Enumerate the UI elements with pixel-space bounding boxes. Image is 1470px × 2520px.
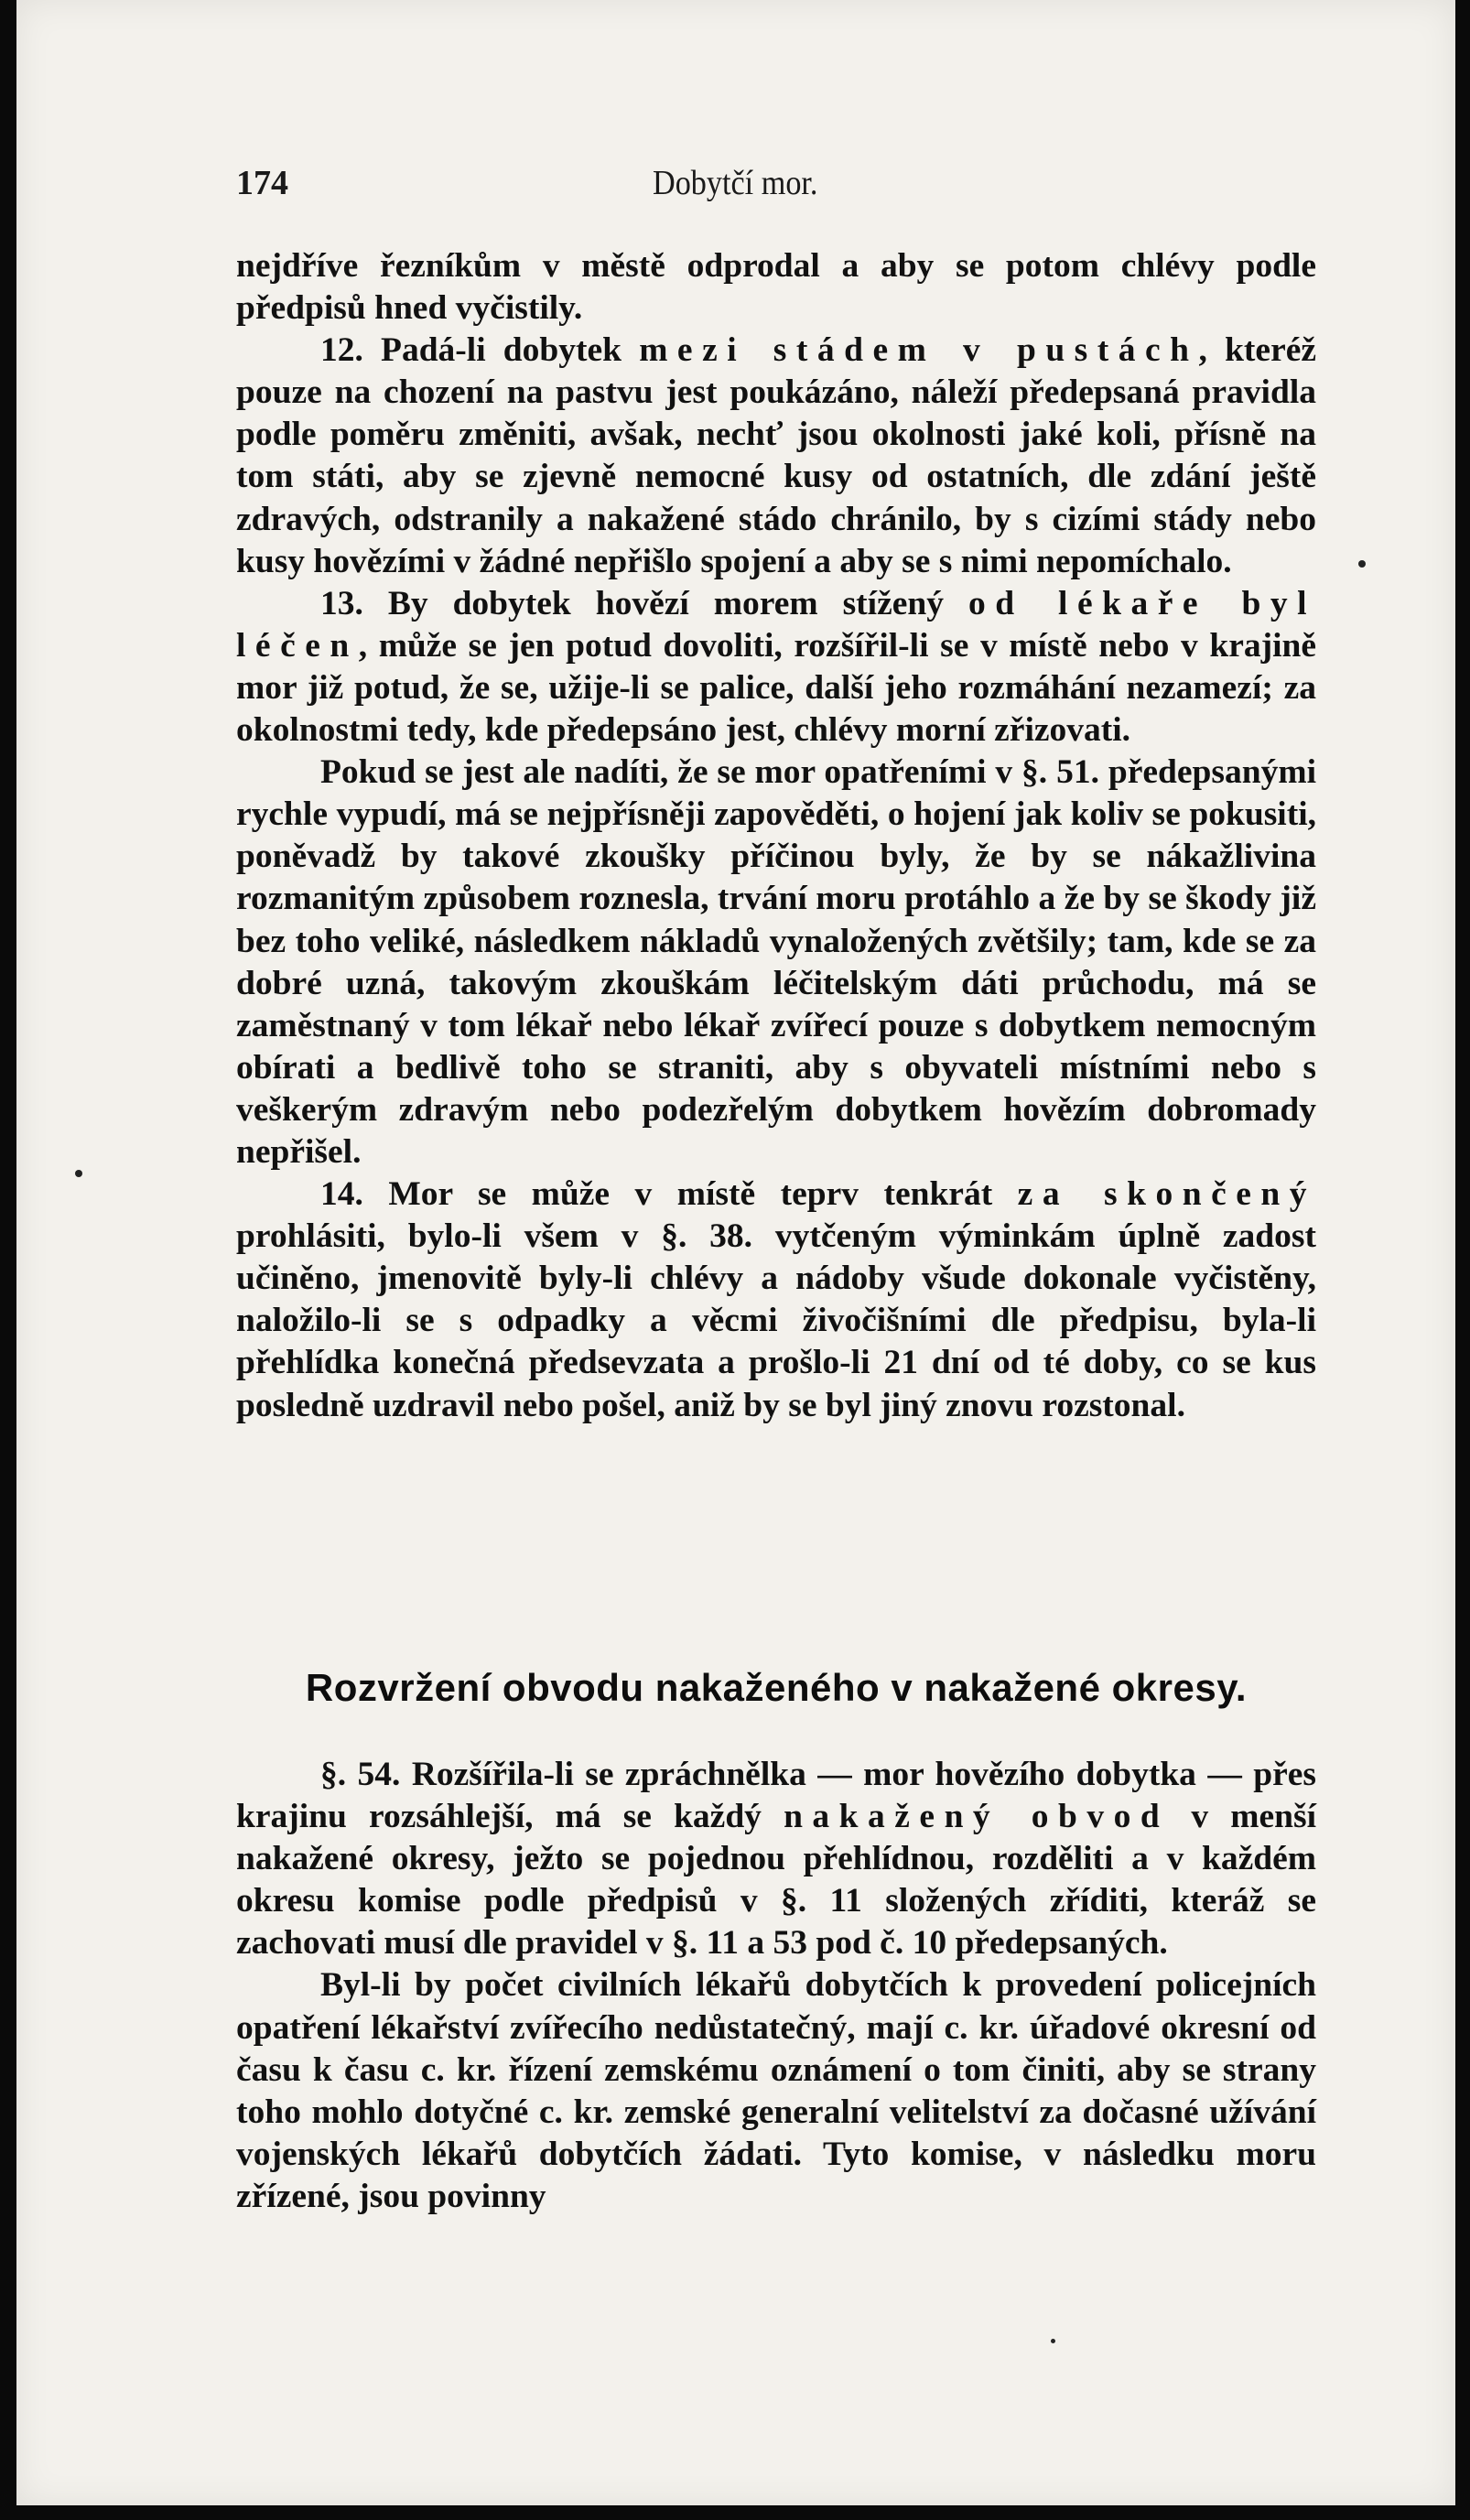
paragraph-continuation: nejdříve řezníkům v městě odprodal a aby se potom chlévy podle předpisů hned vyčistily. xyxy=(236,247,1316,328)
paragraph-55: Byl-li by počet civilních lékařů dobytčích k provedení policejních opatření lékařství zvířecího nedůstatečný, mají c. kr. úřadové okresní od času k času c. kr. řízení zemskému oznámení o tom činiti, aby se strany toho mohlo dotyčné c. kr. zemské generalní velitelství za dočasné užívání vojenských lékařů dobytčích žádati. Tyto komise, v následku moru zřízené, jsou povinny xyxy=(236,1966,1316,2215)
paragraph-54-rest: v menší nakažené okresy, ježto se pojednou přehlídnou, rozděliti a v každém okresu komise podle předpisů v §. 11 složených zříditi, kteráž se zachovati musí dle pravidel v §. 11 a 53 pod č. 10 předepsaných. xyxy=(236,1798,1317,1963)
paragraph-54 xyxy=(236,1754,1316,1964)
running-title: Dobytčí mor. xyxy=(653,164,818,202)
section-heading: Rozvržení obvodu nakaženého v nakažené okresy. xyxy=(305,1666,1248,1709)
body-text-lower xyxy=(236,1754,1316,2218)
paragraph-14-rest: prohlásiti, bylo-li všem v §. 38. vytčeným výminkám úplně zadost učiněno, jmenovitě byly-li chlévy a nádoby všude dokonale vyčistěny, naložilo-li se s odpadky a věcmi živočišními dle předpisu, byla-li přehlídka konečná předsevzata a prošlo-li 21 dní od té doby, co se kus posledně uzdravil nebo pošel, aniž by se byl jiný znovu rozstonal. xyxy=(236,1217,1316,1424)
paper-speck xyxy=(1051,2339,1055,2343)
paragraph-13-continued: Pokud se jest ale nadíti, že se mor opatřeními v §. 51. předepsanými rychle vypudí, má se nejpřísněji zapověděti, o hojení jak koliv se pokusiti, poněvadž by takové zkoušky příčinou byly, že by se nákažlivina rozmanitým způsobem roznesla, trvání moru protáhlo a že by se škody již bez toho veliké, následkem nákladů vynaložených zvětšily; tam, kde se za dobré uzná, takovým zkouškám léčitelským dáti průchodu, má se zaměstnaný v tom lékař nebo lékař zvířecí pouze s dobytkem nemocným obírati a bedlivě toho se straniti, aby s obyvateli místními nebo s veškerým zdravým nebo podezřelým dobytkem hovězím dobromady nepřišel. xyxy=(236,753,1316,1171)
page-number: 174 xyxy=(236,164,288,202)
paragraph-13-rest: , může se jen potud dovoliti, rozšířil-li se v místě nebo v krajině mor již potud, že se, užije-li se palice, další jeho rozmáhání nezamezí; za okolnostmi tedy, kde předepsáno jest, chlévy morní zřizovati. xyxy=(236,626,1316,750)
paper-speck xyxy=(75,1170,82,1177)
section-heading-wrap xyxy=(236,1666,1316,1710)
paragraph-14-spaced: za skončený xyxy=(1017,1175,1316,1214)
body-text-upper xyxy=(236,245,1316,1427)
paragraph-12-rest: , kteréž pouze na chození na pastvu jest poukázáno, náleží předepsaná pravidla podle poměru změniti, avšak, nechť jsou okolnosti jaké koli, přísně na tom státi, aby se zjevně nemocné kusy od ostatních, dle zdání ještě zdravých, odstranily a nakažené stádo chránilo, by s cizími stády nebo kusy hovězími v žádné nepřišlo spojení a aby se s nimi nepomíchalo. xyxy=(236,331,1317,580)
paragraph-12 xyxy=(236,330,1316,583)
paragraph-54-lead: §. 54. Rozšířila-li se zpráchnělka — mor hovězího dobytka — přes krajinu rozsáhlejší, má se každý xyxy=(236,1756,1316,1836)
paragraph-13-spaced: od lékaře byl léčen xyxy=(236,584,1316,665)
paragraph-13-lead: 13. By dobytek hovězí morem stížený xyxy=(320,584,968,622)
page-header xyxy=(236,163,1316,209)
paper-speck xyxy=(1358,560,1366,568)
paragraph-13 xyxy=(236,583,1316,752)
paragraph-14-lead: 14. Mor se může v místě teprv tenkrát xyxy=(320,1175,1018,1214)
paragraph-14 xyxy=(236,1173,1316,1427)
book-page xyxy=(16,0,1455,2505)
paragraph-12-spaced: mezi stádem v pustách xyxy=(639,331,1199,370)
paragraph-54-spaced: nakažený obvod xyxy=(784,1798,1170,1836)
paragraph-12-lead: 12. Padá-li dobytek xyxy=(320,331,640,370)
